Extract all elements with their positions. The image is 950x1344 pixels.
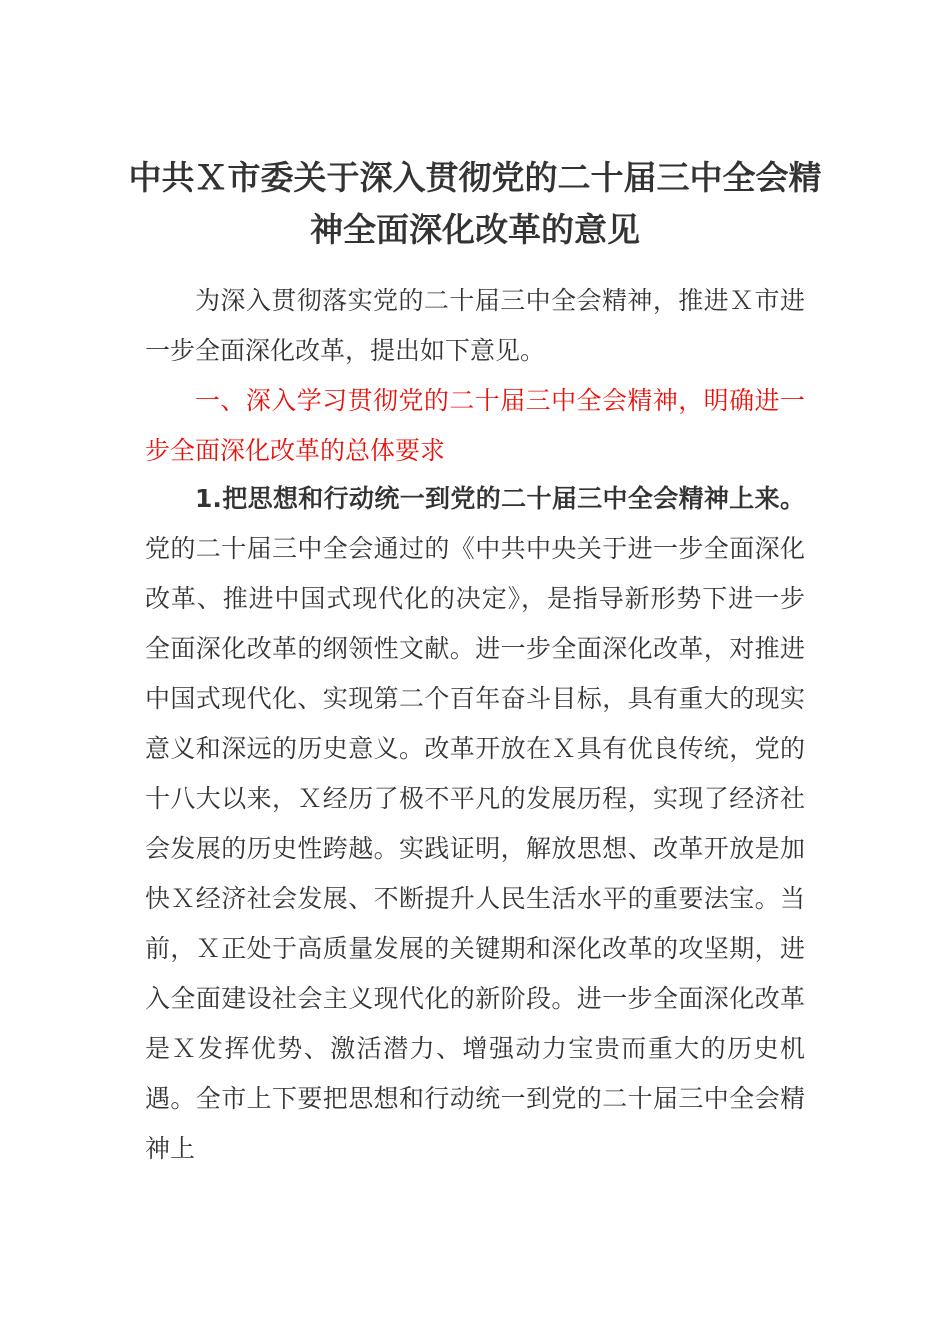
item-lead-sentence: 1.把思想和行动统一到党的二十届三中全会精神上来。 (195, 484, 805, 513)
intro-paragraph: 为深入贯彻落实党的二十届三中全会精神，推进Ｘ市进一步全面深化改革，提出如下意见。 (145, 286, 805, 365)
item-body-text: 党的二十届三中全会通过的《中共中央关于进一步全面深化改革、推进中国式现代化的决定》，是指导新形势下进一步全面深化改革的纲领性文献。进一步全面深化改革，对推进中国式现代化、实现第二个百年奋斗目标，具有重大的现实意义和深远的历史意义。改革开放在Ｘ具有优良传统，党的十八大以来，Ｘ经历了极不平凡的发展历程，实现了经济社会发展的历史性跨越。实践证明，解放思想、改革开放是加快Ｘ经济社会发展、不断提升人民生活水平的重要法宝。当前，Ｘ正处于高质量发展的关键期和深化改革的攻坚期，进入全面建设社会主义现代化的新阶段。进一步全面深化改革是Ｘ发挥优势、激活潜力、增强动力宝贵而重大的历史机遇。全市上下要把思想和行动统一到党的二十届三中全会精神上 (145, 534, 805, 1163)
document-title: 中共Ｘ市委关于深入贯彻党的二十届三中全会精神全面深化改革的意见 (128, 158, 822, 249)
section-heading: 一、深入学习贯彻党的二十届三中全会精神，明确进一步全面深化改革的总体要求 (145, 386, 805, 465)
item-paragraph (145, 474, 805, 1174)
